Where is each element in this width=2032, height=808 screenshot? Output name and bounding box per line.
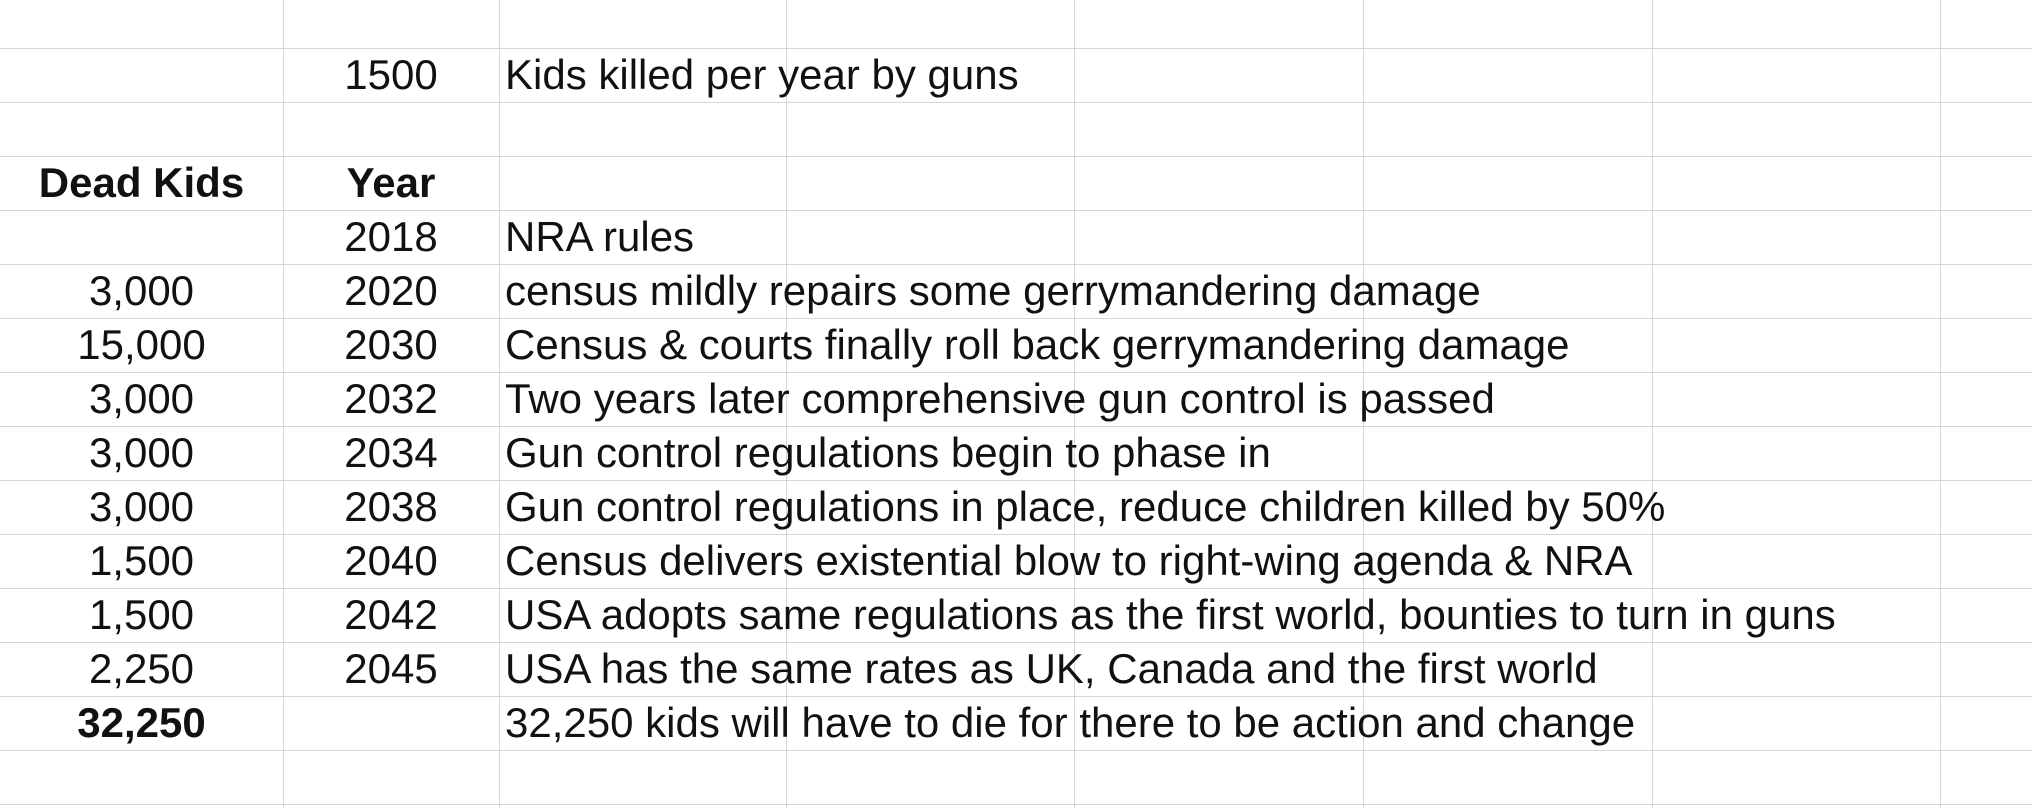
row-divider bbox=[0, 804, 2032, 805]
table-row bbox=[0, 588, 2032, 642]
event-cell[interactable]: Census delivers existential blow to right-wing agenda & NRA bbox=[505, 537, 1633, 584]
year-cell[interactable]: 2034 bbox=[344, 429, 438, 476]
event-cell[interactable]: Census & courts finally roll back gerrymandering damage bbox=[505, 321, 1570, 368]
event-cell[interactable]: Gun control regulations in place, reduce children killed by 50% bbox=[505, 483, 1666, 530]
row-divider bbox=[0, 102, 2032, 103]
year-cell[interactable]: 2030 bbox=[344, 321, 438, 368]
table-row bbox=[0, 426, 2032, 480]
header-row bbox=[0, 156, 2032, 210]
event-cell[interactable]: NRA rules bbox=[505, 213, 695, 260]
dead-kids-cell[interactable]: 3,000 bbox=[88, 267, 195, 314]
dead-kids-cell[interactable]: 3,000 bbox=[88, 429, 195, 476]
dead-kids-cell[interactable]: 3,000 bbox=[88, 375, 195, 422]
event-cell[interactable]: census mildly repairs some gerrymandering damage bbox=[505, 267, 1481, 314]
event-cell[interactable]: Two years later comprehensive gun control is passed bbox=[505, 375, 1495, 422]
year-cell[interactable]: 2032 bbox=[344, 375, 438, 422]
dead-kids-cell[interactable]: 3,000 bbox=[88, 483, 195, 530]
event-cell[interactable]: Gun control regulations begin to phase in bbox=[505, 429, 1271, 476]
year-cell[interactable]: 2042 bbox=[344, 591, 438, 638]
table-row bbox=[0, 264, 2032, 318]
empty-cell[interactable] bbox=[283, 696, 499, 750]
total-row bbox=[0, 696, 2032, 750]
dead-kids-cell[interactable]: 1,500 bbox=[88, 591, 195, 638]
total-cell[interactable]: 32,250 bbox=[77, 699, 206, 746]
summary-cell[interactable]: 32,250 kids will have to die for there to be action and change bbox=[505, 699, 1636, 746]
event-cell[interactable]: USA has the same rates as UK, Canada and the first world bbox=[505, 645, 1598, 692]
year-cell[interactable]: 2040 bbox=[344, 537, 438, 584]
year-cell[interactable]: 2045 bbox=[344, 645, 438, 692]
year-cell[interactable]: 2018 bbox=[344, 213, 438, 260]
year-cell[interactable]: 2038 bbox=[344, 483, 438, 530]
dead-kids-cell[interactable]: 2,250 bbox=[88, 645, 195, 692]
empty-cell[interactable] bbox=[0, 48, 283, 102]
rate-row bbox=[0, 48, 2032, 102]
dead-kids-header[interactable]: Dead Kids bbox=[38, 159, 245, 206]
row-divider bbox=[0, 750, 2032, 751]
dead-kids-cell[interactable] bbox=[0, 210, 283, 264]
table-row bbox=[0, 534, 2032, 588]
table-row bbox=[0, 642, 2032, 696]
table-row bbox=[0, 480, 2032, 534]
table-row bbox=[0, 318, 2032, 372]
rate-value-cell[interactable]: 1500 bbox=[344, 51, 438, 98]
rate-label-cell[interactable]: Kids killed per year by guns bbox=[505, 51, 1019, 98]
event-cell[interactable]: USA adopts same regulations as the first world, bounties to turn in guns bbox=[505, 591, 1836, 638]
table-row bbox=[0, 210, 2032, 264]
table-row bbox=[0, 372, 2032, 426]
dead-kids-cell[interactable]: 1,500 bbox=[88, 537, 195, 584]
year-header[interactable]: Year bbox=[346, 159, 436, 206]
year-cell[interactable]: 2020 bbox=[344, 267, 438, 314]
dead-kids-cell[interactable]: 15,000 bbox=[77, 321, 206, 368]
